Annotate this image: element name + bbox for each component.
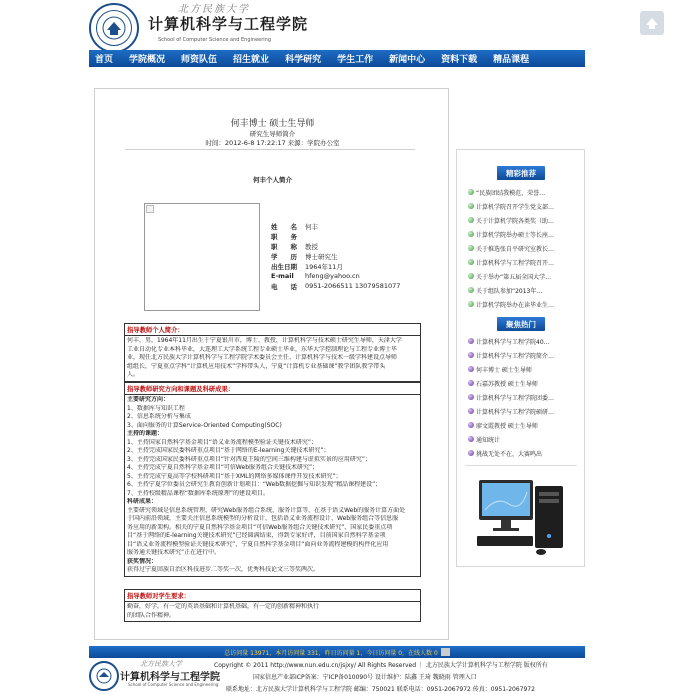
text-line: 3、主持完成国家民委科研重点项目“针对西夏王陵的空间三维构建与虚拟实景的应用研究”； (127, 455, 372, 463)
seal-inner (96, 10, 132, 46)
info-row (271, 272, 400, 282)
article-subtitle: 研究生导师简介 (249, 130, 296, 138)
info-key: 姓 名 (271, 223, 297, 231)
text-line: 的团队合作精神。 (127, 611, 176, 619)
text-line: 主持的课题： (127, 430, 164, 437)
nav-item-2[interactable]: 师资队伍 (181, 55, 218, 65)
sidebar-link-label: 通知统计 (476, 436, 501, 444)
info-key: 学 历 (271, 253, 297, 261)
footer-university-name: 北方民族大学 (140, 660, 182, 668)
requirement-heading: 指导教师对学生要求： (125, 590, 420, 602)
research-section (124, 382, 421, 577)
bullet-icon (468, 231, 474, 237)
sidebar-link-label: 计算机学院举办硕士等长座… (476, 231, 555, 239)
bullet-icon (468, 245, 474, 251)
text-line: 获奖情况： (127, 557, 158, 565)
sidebar-link-label: 计算机科学与工程学院40… (476, 338, 550, 346)
sidebar-link-label: 石嘉苏教授 硕士生导师 (476, 380, 538, 388)
text-line: 于国内前沿领域，主要关注信息系统模型的分析设计，包括语义业务流程设计、Web服务组合等信息服 (127, 515, 399, 522)
bio-section (124, 323, 421, 382)
bullet-icon (468, 352, 474, 358)
info-value: 教授 (305, 243, 318, 251)
sidebar (456, 149, 585, 567)
text-line: 1、主持国家自然科学基金项目“语义业务流程模型验证关键技术研究”； (127, 438, 318, 446)
text-line: 何丰，男，1964年11月出生于宁夏银川市，博士、教授，计算机科学与技术硕士研究生导师，天津大学 (127, 337, 402, 344)
text-line: 2、主持完成国家民委科研重点项目“基于网络的E-learning关键技术研究”； (127, 447, 330, 454)
text-line: 主要研究领域是信息系统管理，研究Web服务组合系统，服务计算等，在基于语义Web的服务计算方面处 (127, 506, 406, 514)
text-line: 工业自动化专业本科毕业，大连理工大学系统工程专业硕士毕业，东华大学控制理论与工程专业博士毕 (127, 345, 398, 353)
info-value: hfeng@yahoo.cn (305, 272, 360, 280)
sidebar-link-label: 计算机学院召开学生党支部… (476, 203, 555, 211)
info-key: 职 务 (271, 233, 297, 241)
school-name-en: School of Computer Science and Engineering (158, 37, 272, 43)
bullet-icon (468, 450, 474, 456)
info-value: 1964年11月 (305, 263, 343, 271)
sidebar-link-label: 挑战无处不在，大赛鸣出 (476, 450, 543, 458)
text-line: 科研成果： (127, 498, 158, 505)
nav-item-1[interactable]: 学院概况 (129, 55, 166, 65)
research-body (125, 395, 420, 576)
info-row (271, 232, 400, 242)
site-header (0, 0, 674, 50)
computer-illustration-icon (465, 466, 577, 562)
text-line: 获得过宁夏回族自治区科技进步二等奖一次，优秀科技论文三等奖两次。 (127, 566, 320, 573)
computer-image (465, 465, 577, 563)
school-name-cn: 计算机科学与工程学院 (148, 15, 309, 33)
text-line: 业，现任北方民族大学计算机科学与工程学院学术委员会主任、计算机科学与技术一级学科建设点导师 (127, 354, 398, 361)
nav-item-8[interactable]: 精品课程 (493, 55, 530, 65)
footer-school-name: 计算机科学与工程学院 (120, 672, 220, 683)
sidebar-link-label: 关于举办“第五届全国大学… (476, 273, 552, 281)
sidebar-link[interactable] (468, 404, 580, 418)
info-value: 0951-2066511 13079581077 (305, 282, 401, 290)
bullet-icon (468, 301, 474, 307)
sidebar-link[interactable] (468, 362, 580, 376)
text-line: 服务通关键技术研究”正在进行中。 (127, 549, 221, 556)
recommend-list (468, 185, 580, 311)
text-line: 5、主持完成宁夏高等学校科研项目“基于XML的网络多媒体课件开发技术研究”； (127, 472, 342, 480)
sidebar-link[interactable] (468, 199, 580, 213)
research-heading: 指导教师研究方向和课题及科研成果： (125, 383, 420, 395)
info-row (271, 282, 400, 292)
info-value: 何丰 (305, 223, 318, 231)
sidebar-link-label: 计算机科学与工程学院硕研… (476, 408, 555, 416)
nav-item-0[interactable]: 首页 (95, 55, 114, 65)
info-key: 出生日期 (271, 263, 297, 271)
sidebar-link[interactable] (468, 432, 580, 446)
sidebar-link[interactable] (468, 255, 580, 269)
up-arrow-stem (649, 23, 655, 29)
sidebar-link-label: 关于组队参加“2013年… (476, 287, 543, 295)
text-line: 勤奋，好学，有一定的英语基础和计算机基础，有一定的创新精神和执行 (127, 603, 320, 610)
sidebar-link[interactable] (468, 390, 580, 404)
sidebar-link-label: 计算机科学与工程学院简介… (476, 352, 555, 360)
sidebar-link[interactable] (468, 185, 580, 199)
sidebar-link-label: “民族团结我模范，荣誉… (476, 189, 546, 197)
text-line: 2、信息系统分析与集成 (127, 413, 191, 420)
bullet-icon (468, 366, 474, 372)
text-line: 目“语义业务流程模型验证关键技术研究”、宁夏自然科学基金项目“面向业务流程建模的构件化应用 (127, 540, 389, 548)
bullet-icon (468, 217, 474, 223)
bullet-icon (468, 394, 474, 400)
bullet-icon (468, 203, 474, 209)
bullet-icon (468, 422, 474, 428)
text-line: 务应用的新架构。相关的宁夏自然科学基金项目“可信Web服务组合关键技术研究”、国家民委重点项 (127, 523, 393, 531)
hot-tab[interactable]: 聚焦热门 (497, 317, 545, 331)
bullet-icon (468, 436, 474, 442)
bullet-icon (468, 287, 474, 293)
hot-list (468, 334, 580, 460)
bullet-icon (468, 408, 474, 414)
nav-item-5[interactable]: 学生工作 (337, 55, 374, 65)
profile-photo (144, 203, 260, 311)
sidebar-link-label: 廖文霞教授 硕士生导师 (476, 422, 538, 430)
sidebar-link[interactable] (468, 297, 580, 311)
info-row (271, 252, 400, 262)
sidebar-link[interactable] (468, 269, 580, 283)
recommend-tab[interactable]: 精彩推荐 (497, 166, 545, 180)
sidebar-link[interactable] (468, 241, 580, 255)
footer-stats-bar (89, 646, 585, 658)
text-line: 组组长，宁夏重点学科“计算机应用技术”学科带头人，宁夏“计算机专业基础课”教学团队教学带头 (127, 362, 386, 370)
sidebar-link-label: 计算机学院举办在读毕业生… (476, 301, 555, 309)
top-button-icon[interactable] (441, 648, 450, 656)
nav-item-6[interactable]: 新闻中心 (389, 55, 426, 65)
text-line: 6、主持宁夏学位委员会研究生教育创新计划项目：“Web数据挖掘与知识发现”精品课程建设”； (127, 481, 382, 488)
sidebar-link-label: 计算机科学与工程学院团委… (476, 394, 555, 402)
info-key: 电 话 (271, 283, 297, 291)
bullet-icon (468, 259, 474, 265)
profile-info (271, 222, 400, 292)
nav-item-7[interactable]: 资料下载 (441, 55, 478, 65)
article-panel (94, 88, 449, 640)
requirement-body (125, 602, 420, 621)
info-value: 博士研究生 (305, 253, 338, 261)
info-row (271, 262, 400, 272)
divider (125, 149, 415, 150)
sidebar-link[interactable] (468, 376, 580, 390)
footer-icp: 国家信息产业部ICP备案：宁ICP备010090号 设计维护：陆鑫 王琦 魏晓雨 管理入口 (253, 674, 477, 681)
back-to-top-icon[interactable] (640, 11, 664, 35)
footer-contact: 联系地址：北方民族大学计算机科学与工程学院 邮编：750021 联系电话：0951-2067972 传真：0951-2067972 (226, 686, 535, 693)
sidebar-link-label: 计算机科学与工程学院召开… (476, 259, 555, 267)
footer-copyright: Copyright © 2011 http://www.nun.edu.cn/jsjxy/ All Rights Reserved ｜ 北方民族大学计算机科学与工程学院 版权所有 (214, 662, 548, 669)
main-nav (89, 50, 585, 67)
text-line: 4、主持完成宁夏自然科学基金项目“可信Web服务组合关键技术研究”； (127, 464, 319, 471)
text-line: 3、面向服务的计算Service-Oriented Computing(SOC) (127, 421, 282, 429)
article-meta: 时间：2012-6-8 17:22:17 来源：学院办公室 (205, 139, 340, 147)
footer-emblem-icon (95, 667, 113, 685)
bullet-icon (468, 380, 474, 386)
sidebar-link[interactable] (468, 213, 580, 227)
footer-school-en: School of Computer Science and Engineering (128, 682, 219, 687)
bio-heading: 指导教师个人简介： (125, 324, 420, 336)
requirement-section (124, 589, 421, 622)
profile-heading: 何丰个人简介 (253, 176, 292, 184)
text-line: 目“基于网络的E-learning关键技术研究”已经圆满结束，得到专家好评，目前国家自然科学基金项 (127, 532, 386, 539)
sidebar-link-label: 关于推选张自平研究室教长… (476, 245, 555, 253)
sidebar-link[interactable] (468, 446, 580, 460)
text-line: 1、数据库与知识工程 (127, 404, 185, 412)
sidebar-link[interactable] (468, 418, 580, 432)
info-row (271, 242, 400, 252)
bullet-icon (468, 189, 474, 195)
text-line: 主要研究方向： (127, 396, 170, 403)
sidebar-link[interactable] (468, 227, 580, 241)
seal-emblem-icon (101, 15, 127, 41)
sidebar-link[interactable] (468, 348, 580, 362)
info-key: E-mail (271, 272, 294, 280)
broken-image-icon (146, 205, 154, 213)
bullet-icon (468, 273, 474, 279)
nav-item-4[interactable]: 科学研究 (285, 55, 322, 65)
info-key: 职 称 (271, 243, 297, 251)
text-line: 人。 (127, 371, 140, 378)
info-row (271, 222, 400, 232)
article-title: 何丰博士 硕士生导师 (230, 119, 315, 129)
sidebar-link-label: 何丰博士 硕士生导师 (476, 366, 532, 374)
sidebar-link[interactable] (468, 283, 580, 297)
university-seal-logo[interactable] (89, 3, 139, 53)
bio-body (125, 336, 420, 381)
text-line: 7、主持校级精品课程“数据库系统原理”的建设项目。 (127, 489, 270, 497)
footer-seal-logo (89, 661, 119, 691)
university-name: 北方民族大学 (178, 4, 250, 15)
sidebar-link[interactable] (468, 334, 580, 348)
bullet-icon (468, 338, 474, 344)
info-value (301, 232, 305, 242)
nav-item-3[interactable]: 招生就业 (233, 55, 270, 65)
visit-counter: 总访问量 13971，本月访问量 331，昨日访问量 1，今日访问量 0，在线人数 0 (224, 649, 438, 657)
sidebar-link-label: 关于计算机学院各类奖（助… (476, 217, 555, 225)
